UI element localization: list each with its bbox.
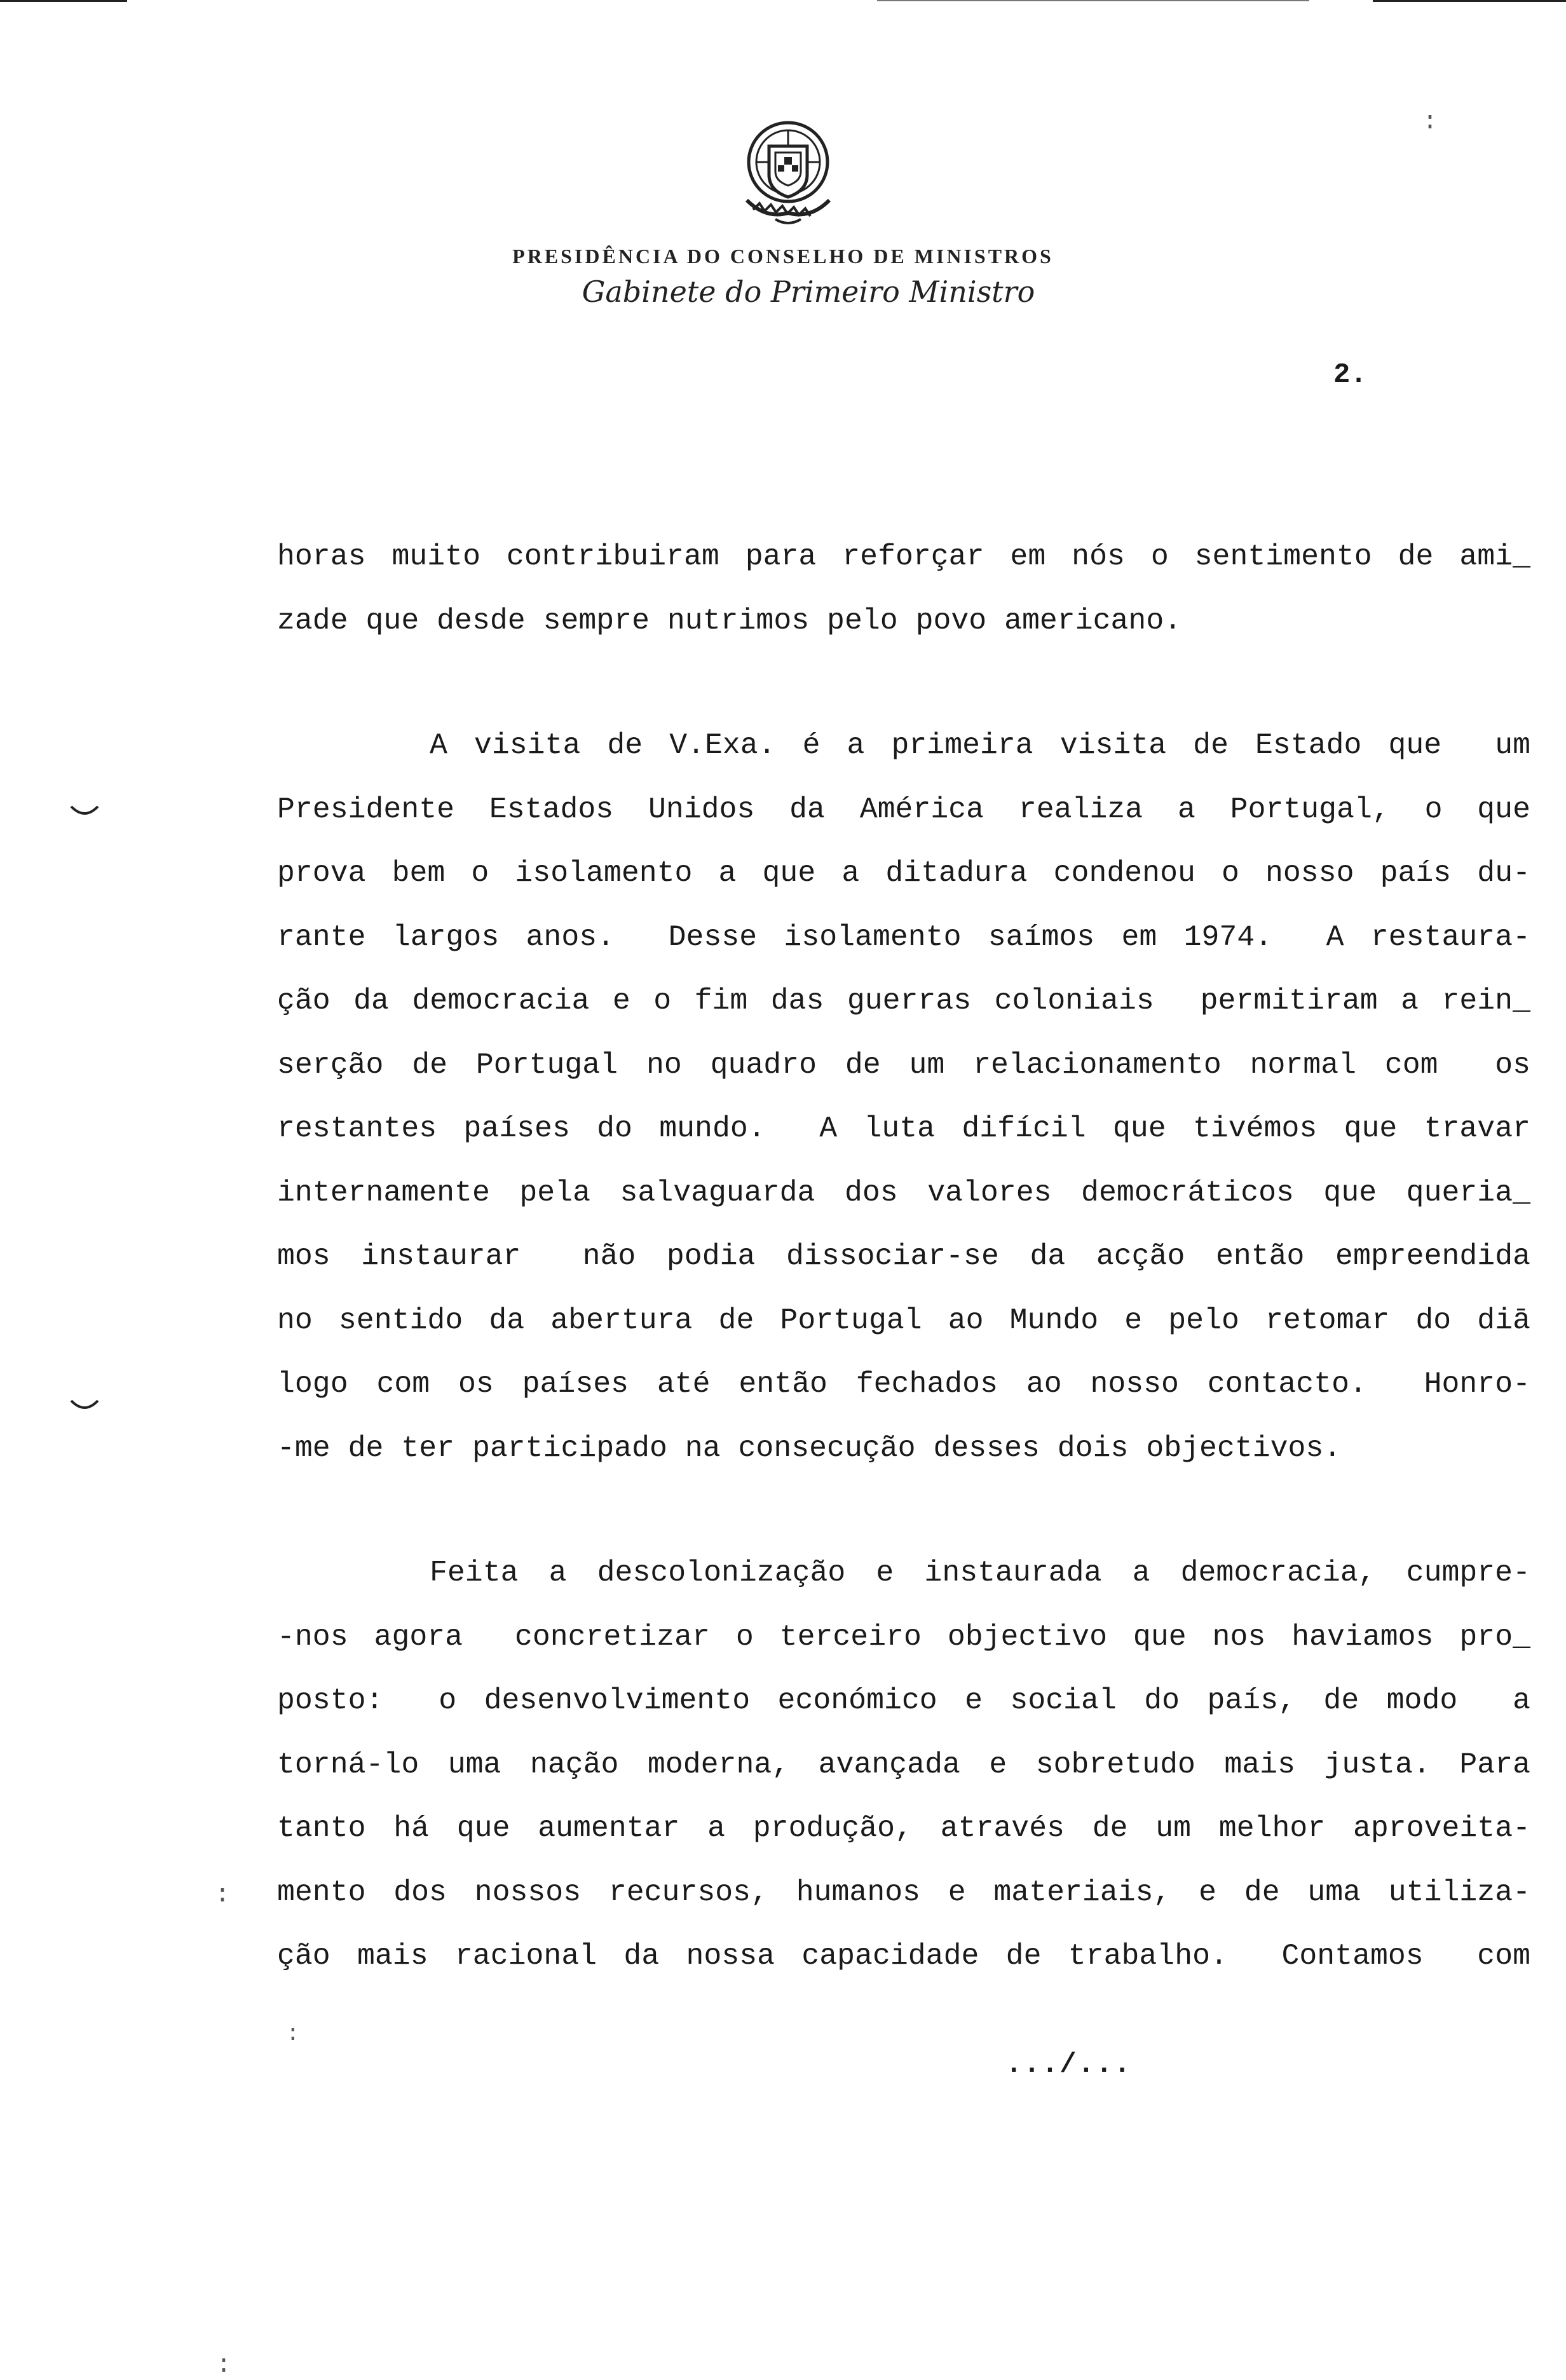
text-line: A visita de V.Exa. é a primeira visita de Estado que um bbox=[430, 728, 1530, 762]
text-line: horas muito contribuiram para reforçar em nós o sentimento de ami_ bbox=[277, 540, 1530, 573]
text-line: torná-lo uma nação moderna, avançada e sobretudo mais justa. Para bbox=[277, 1747, 1530, 1781]
text-line: -nos agora concretizar o terceiro objectivo que nos haviamos pro_ bbox=[277, 1619, 1530, 1654]
scan-speck: : bbox=[215, 1881, 231, 1910]
text-line: ção mais racional da nossa capacidade de trabalho. Contamos com bbox=[277, 1939, 1530, 1973]
coat-of-arms-icon bbox=[737, 118, 839, 229]
paragraph-gap bbox=[277, 1480, 1530, 1541]
text-line: ção da democracia e o fim das guerras coloniais permitiram a rein_ bbox=[277, 984, 1530, 1017]
text-line: logo com os países até então fechados ao nosso contacto. Honro- bbox=[277, 1367, 1530, 1401]
text-line: serção de Portugal no quadro de um relacionamento normal com os bbox=[277, 1047, 1530, 1082]
text-line: restantes países do mundo. A luta difícil que tivémos que travar bbox=[277, 1112, 1530, 1145]
text-line: mos instaurar não podia dissociar-se da acção então empreendida bbox=[277, 1239, 1530, 1273]
paragraph-gap bbox=[277, 653, 1530, 714]
text-line: posto: o desenvolvimento económico e social do país, de modo a bbox=[277, 1683, 1530, 1717]
text-line: internamente pela salvaguarda dos valores democráticos que queria_ bbox=[277, 1175, 1530, 1209]
text-line: rante largos anos. Desse isolamento saímos em 1974. A restaura- bbox=[277, 920, 1530, 954]
letter-body bbox=[277, 525, 1530, 1989]
text-line: Presidente Estados Unidos da América realiza a Portugal, o que bbox=[277, 792, 1530, 826]
scan-speck: : bbox=[216, 2351, 232, 2380]
text-line: tanto há que aumentar a produção, através de um melhor aproveita- bbox=[277, 1811, 1530, 1845]
paragraph bbox=[277, 525, 1530, 653]
scan-speck: : bbox=[286, 2021, 300, 2047]
scan-edge-line bbox=[877, 0, 1309, 1]
scan-edge-line bbox=[0, 0, 127, 2]
paragraph bbox=[277, 1541, 1530, 1989]
text-line: prova bem o isolamento a que a ditadura condenou o nosso país du- bbox=[277, 856, 1530, 890]
continuation-marker: .../... bbox=[1005, 2049, 1132, 2081]
letterhead-office: Gabinete do Primeiro Ministro bbox=[582, 275, 1035, 309]
text-line: no sentido da abertura de Portugal ao Mundo e pelo retomar do diā bbox=[277, 1303, 1530, 1337]
paragraph bbox=[277, 714, 1530, 1480]
punch-hole-mark bbox=[70, 804, 99, 818]
scan-speck: : bbox=[1422, 108, 1438, 137]
text-line: mento dos nossos recursos, humanos e materiais, e de uma utiliza- bbox=[277, 1875, 1530, 1909]
page-number: 2. bbox=[1333, 359, 1367, 391]
letterhead-institution: PRESIDÊNCIA DO CONSELHO DE MINISTROS bbox=[512, 245, 1054, 268]
punch-hole-mark bbox=[70, 1398, 99, 1412]
text-line: -me de ter participado na consecução desses dois objectivos. bbox=[277, 1431, 1342, 1465]
text-line: zade que desde sempre nutrimos pelo povo americano. bbox=[277, 603, 1182, 637]
scan-edge-line bbox=[1373, 0, 1566, 2]
text-line: Feita a descolonização e instaurada a democracia, cumpre- bbox=[430, 1556, 1530, 1589]
